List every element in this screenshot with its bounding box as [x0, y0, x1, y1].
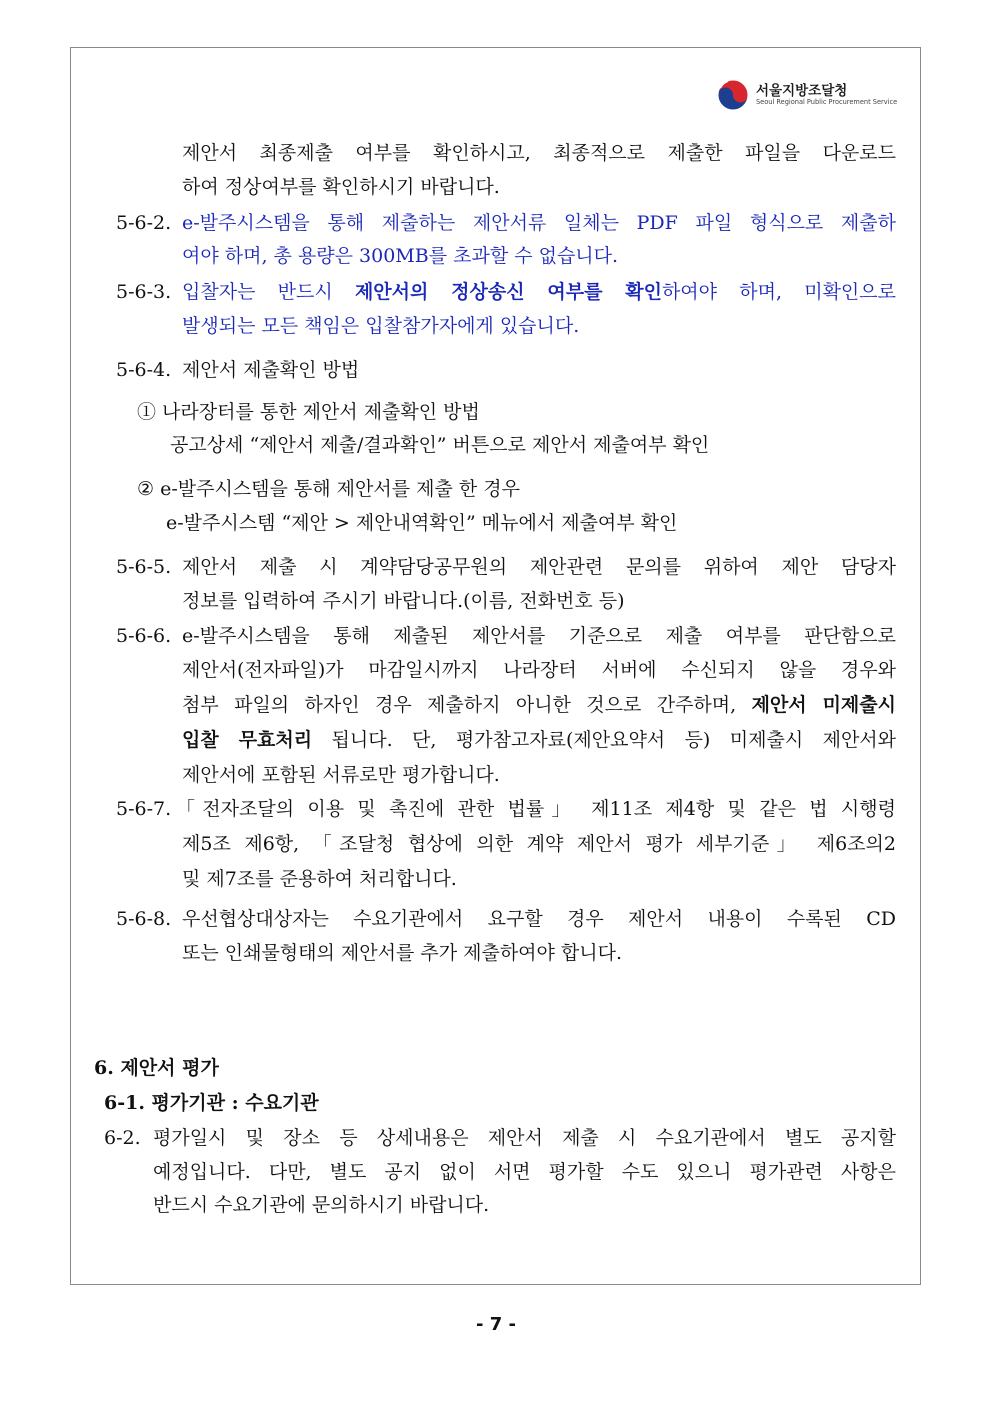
section-number: 5-6-4. [116, 359, 172, 381]
subsection-heading: 6-1. 평가기관 : 수요기관 [104, 1092, 319, 1114]
paragraph-line: 및 제7조를 준용하여 처리합니다. [182, 868, 457, 890]
paragraph-line: e-발주시스템을 통해 제출하는 제안서류 일체는 PDF 파일 형식으로 제출하 [182, 212, 896, 234]
text-run: 하여야 하며, 미확인으로 [661, 281, 896, 303]
paragraph-line: 제안서 최종제출 여부를 확인하시고, 최종적으로 제출한 파일을 다운로드 [182, 142, 896, 164]
taegeuk-emblem-icon [716, 78, 750, 112]
paragraph-line: 하여 정상여부를 확인하시기 바랍니다. [182, 176, 500, 198]
paragraph-line: 예정입니다. 다만, 별도 공지 없이 서면 평가할 수도 있으니 평가관련 사항은 [153, 1161, 896, 1183]
paragraph-line: 평가일시 및 장소 등 상세내용은 제안서 제출 시 수요기관에서 별도 공지할 [153, 1127, 896, 1149]
page-number: - 7 - [476, 1314, 516, 1335]
section-number: 5-6-8. [116, 908, 172, 930]
paragraph-line [182, 279, 896, 305]
paragraph-line: 우선협상대상자는 수요기관에서 요구할 경우 제안서 내용이 수록된 CD [182, 908, 896, 930]
list-item-desc: 공고상세 “제안서 제출/결과확인” 버튼으로 제안서 제출여부 확인 [170, 434, 710, 456]
org-name: 서울지방조달청 [756, 83, 848, 99]
text-run: 첨부 파일의 하자인 경우 제출하지 아니한 것으로 간주하며, [182, 694, 752, 716]
section-number: 5-6-3. [116, 281, 172, 303]
paragraph-line: 반드시 수요기관에 문의하시기 바랍니다. [153, 1194, 490, 1216]
paragraph-line: 제안서 제출 시 계약담당공무원의 제안관련 문의를 위하여 제안 담당자 [182, 556, 896, 578]
org-name-english: Seoul Regional Public Procurement Service [756, 98, 898, 106]
section-number: 5-6-7. [116, 798, 172, 820]
section-number: 6-2. [104, 1127, 141, 1149]
text-run: 됩니다. 단, 평가참고자료(제안요약서 등) 미제출시 제안서와 [312, 729, 896, 751]
section-title: 제안서 제출확인 방법 [182, 359, 360, 381]
paragraph-line [182, 727, 896, 753]
bold-text-run: 제안서의 정상송신 여부를 확인 [354, 281, 662, 303]
bold-text-run: 입찰 무효처리 [182, 729, 313, 751]
paragraph-line: e-발주시스템을 통해 제출된 제안서를 기준으로 제출 여부를 판단함으로 [182, 625, 896, 647]
list-item-title: ② e-발주시스템을 통해 제안서를 제출 한 경우 [137, 478, 520, 500]
paragraph-line: 제안서(전자파일)가 마감일시까지 나라장터 서버에 수신되지 않을 경우와 [182, 659, 896, 681]
paragraph-line: 제안서에 포함된 서류로만 평가합니다. [182, 764, 500, 786]
list-item-desc: e-발주시스템 “제안 > 제안내역확인” 메뉴에서 제출여부 확인 [166, 512, 678, 534]
section-number: 5-6-2. [116, 212, 172, 234]
bold-text-run: 제안서 미제출시 [751, 694, 896, 716]
paragraph-line [182, 692, 896, 718]
paragraph-line: 또는 인쇄물형태의 제안서를 추가 제출하여야 합니다. [182, 942, 623, 964]
paragraph-line: 여야 하며, 총 용량은 300MB를 초과할 수 없습니다. [182, 245, 619, 267]
paragraph-line: 정보를 입력하여 주시기 바랍니다.(이름, 전화번호 등) [182, 590, 625, 612]
section-heading: 6. 제안서 평가 [94, 1057, 219, 1079]
list-item-title: ① 나라장터를 통한 제안서 제출확인 방법 [137, 401, 480, 423]
paragraph-line: 제5조 제6항, 「조달청 협상에 의한 계약 제안서 평가 세부기준」 제6조의2 [182, 833, 896, 855]
header-logo [716, 76, 906, 116]
paragraph-line: 「전자조달의 이용 및 촉진에 관한 법률」 제11조 제4항 및 같은 법 시행령 [176, 798, 896, 820]
section-number: 5-6-5. [116, 556, 172, 578]
section-number: 5-6-6. [116, 625, 172, 647]
text-run: 입찰자는 반드시 [182, 281, 355, 303]
paragraph-line: 발생되는 모든 책임은 입찰참가자에게 있습니다. [182, 315, 580, 337]
